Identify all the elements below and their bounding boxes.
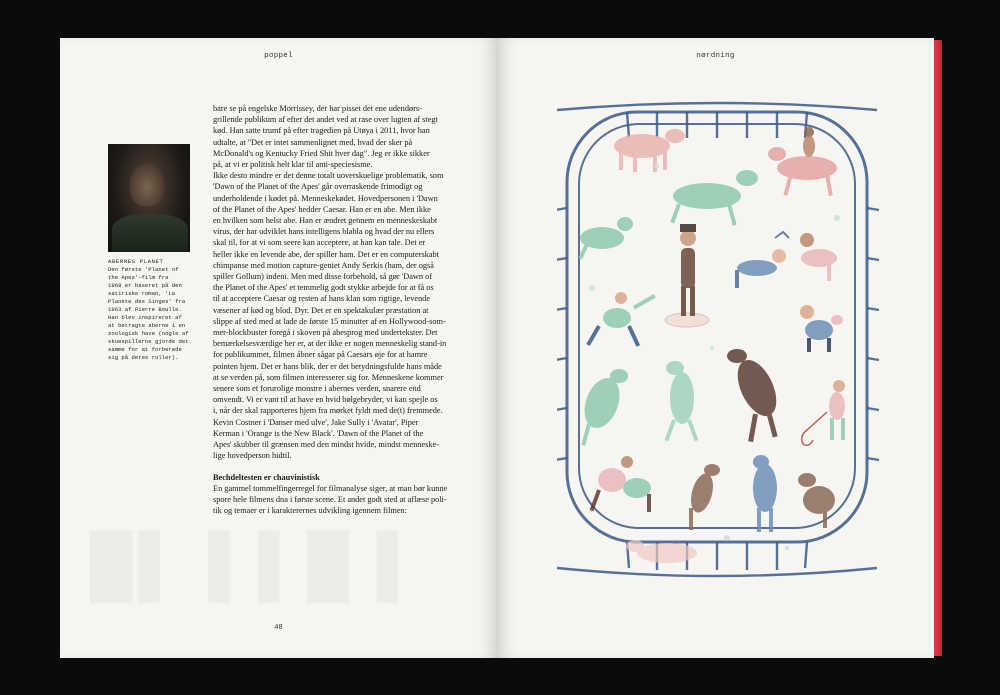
show-through-ghost-text [90,530,470,610]
pink-horse-figure [614,129,685,172]
pink-crawler-figure [800,233,837,281]
body-line: 'Dawn of the Planet of the Apes' går overraskende frimodigt og [213,182,423,192]
body-line: the Planet of the Apes' et temmelig godt stykke arbejde for at få os [213,283,434,293]
body-line: udtalte, at "Det er intet sammenlignet med, hvad der sker på [213,137,413,147]
mint-standing-horse-figure [665,361,699,441]
ringmaster-figure [665,224,709,327]
body-line: tik og temaer er i karakterernes udvikling igennem filmen: [213,506,407,516]
page-number: 48 [274,624,283,632]
body-line: spore hele filmens dna i første scene. Et andet godt sted at aflæse poli- [213,494,447,504]
caption-title: ABERNES PLANET [108,258,164,265]
body-line: i, når der skal rapporteres hjem fra mørket fyldt med de(t) fremmede. [213,406,443,416]
left-running-head: poppel [264,52,293,60]
body-line: en hvilken som helst abe. Han er ændret gennem en menneskeskabt [213,216,438,226]
brown-sitting-horse-figure [798,473,835,528]
caption-line: 1968 er baseret på den [108,282,182,289]
body-line: heller ikke en levende abe, der spiller ham. Det er en computerskabt [213,249,439,259]
body-line: chimpanse med motion capture-geniet Andy Serkis (ham, der også [213,260,434,270]
body-line: of the Planet of the Apes' hedder Caesar. Han er en abe. Men ikke [213,204,431,214]
acrobat-with-whip-figure [802,380,845,445]
body-line: mer-blockbuster foregå i skoven på abesprog med undertekster. Det [213,328,438,338]
caption-line: Planète des Singes' fra [108,298,186,305]
body-line: underholdende i kødet på. Menneskekødet. Hovedpersonen i 'Dawn [213,193,438,203]
body-line: omvendt. Vi er vant til at have en hvid bølgebryder, vi kan spejle os [213,395,438,405]
mint-horse-figure [670,170,758,226]
body-line: virus, der har udviklet hans intelligens blabla og hvad der nu ellers [213,227,435,237]
body-line: skal til, for at vi som seere kan acceptere, at han kan tale. Det er [213,238,426,248]
body-line: til at acceptere Caesar og resten af hans klan som rigtige, levende [213,294,431,304]
body-line: En gammel tommelfingerregel for filmanalyse siger, at man bør kunne [213,483,448,493]
caption-line: Den første 'Planet of [108,266,179,273]
section-subheading: Bechdeltesten er chauvinistisk [213,472,320,482]
magazine-spread [60,38,940,658]
caption-line: at betragte aberne i en [108,322,186,329]
caption-line: zoologisk have (nogle af [108,330,189,337]
right-page [497,38,934,658]
wrestling-men-figure [590,456,651,512]
caption-line: the Apes'-film fra [108,274,169,281]
body-line: spiller Gollum) indeni. Men med disse forbehold, så gør 'Dawn of [213,272,433,282]
mint-rearing-horse-figure [578,369,628,446]
body-line: bare se på engelske Morrissey, der har pisset det ene udendørs- [213,104,422,113]
body-line: McDonald's og Kentucky Fried Shit hver dag". Jeg er ikke sikker [213,148,430,158]
body-line: for publikummet, filmen åbner sågar på Caesars øje for at hamre [213,350,428,360]
brown-dancing-horse-figure [687,464,720,530]
body-line: senere som et forurolige monstre i abernes verden, snarere end [213,384,421,394]
article-body [213,103,453,516]
mint-pony-figure [578,217,633,259]
caption-line: Han blev inspireret af [108,314,182,321]
body-line: at se verden på, som filmen interesserer sig for. Menneskene kommer [213,372,444,382]
caption-line: 1963 af Pierre Boulle. [108,306,182,313]
body-line: på, at vi er politisk helt klar til anti-speciesisme. [213,160,373,170]
red-page-edge [934,40,942,656]
caption-line: samme for at forberede [108,346,182,353]
caption-line: satiriske roman, 'La [108,290,176,297]
body-line: slippe af sted med at lade de første 15 minutter af en Hollywood-som- [213,316,446,326]
body-line: bemærkelsesværdige her er, at der ikke er nogen menneskelig stand-in [213,339,447,349]
right-running-head: nørdning [696,52,735,60]
horse-rider-figure [768,127,837,196]
body-line: pointen hjem. Det er hans blik, der er det betydningsfulde hans måde [213,361,442,371]
body-line: Ikke desto mindre er det denne totalt uoverskuelige problematik, som [213,171,444,181]
body-line: kød. Han satte trumf på efter tragedien på Utøya i 2011, hvor han [213,126,430,136]
blue-kneeling-man-figure [800,305,843,352]
left-page [60,38,497,658]
body-line: lige hovedperson hidtil. [213,451,292,461]
photo-shoulders [112,214,188,252]
body-line: grillende publikum af efter det andet ved at rase over lugten af stegt [213,115,438,125]
body-line: Kerman i 'Orange is the New Black'. 'Dawn of the Planet of the [213,428,424,438]
ape-face [130,164,164,206]
caption-line: skuespillerne gjorde det [108,338,189,345]
body-line: væsener af kød og blod. Dyr. Det er en spektakulær præstation at [213,305,429,315]
body-line: Kevin Costner i 'Danser med ulve', Jake Sully i 'Avatar', Piper [213,417,419,427]
ape-portrait-photo [108,144,190,252]
caption-line: sig på deres roller). [108,354,179,361]
brown-rearing-horse-figure [727,349,784,442]
crawling-man-figure [735,232,789,288]
body-line: Apes' skubber til grænsen med den mindst hvide, mindst menneske- [213,440,439,450]
photo-caption [108,258,194,362]
blue-standing-horse-figure [753,455,777,532]
green-coat-man-figure [586,292,656,347]
circus-ring-illustration-icon [557,98,887,588]
